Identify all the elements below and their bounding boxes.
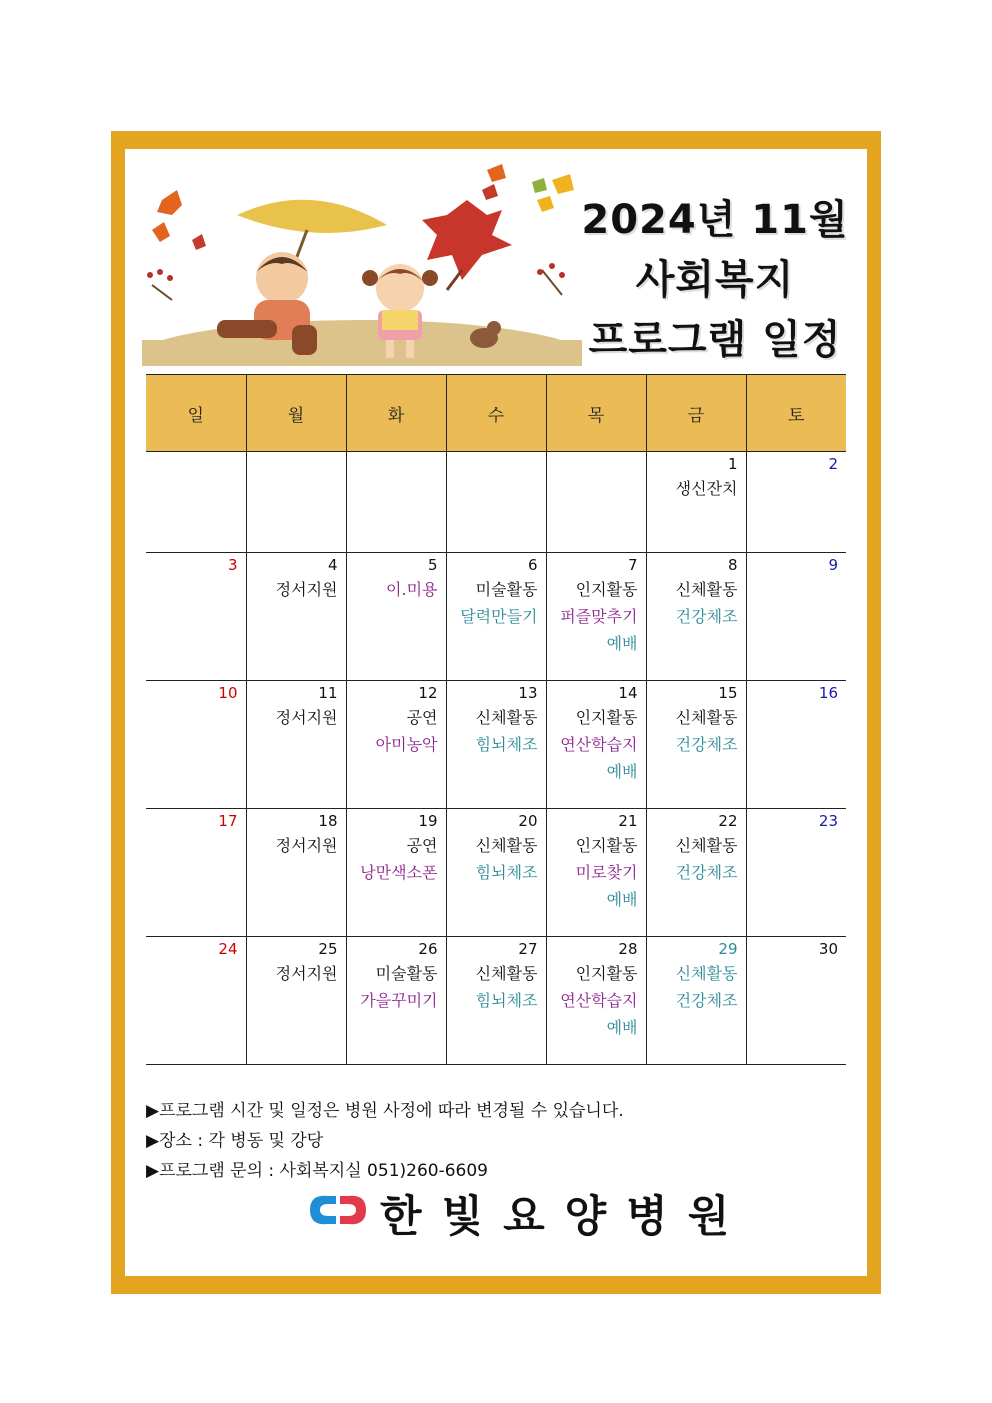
calendar-day-cell-fri <box>646 553 746 681</box>
calendar-day-cell-fri <box>646 452 746 553</box>
calendar-day-cell-sun <box>146 681 246 809</box>
calendar-day-cell-tue <box>346 809 446 937</box>
program-item: 신체활동 <box>475 836 538 855</box>
program-item: 신체활동 <box>675 580 738 599</box>
day-number: 12 <box>418 684 438 702</box>
program-item: 신체활동 <box>475 964 538 983</box>
weekday-mon: 월 <box>246 375 346 452</box>
day-number: 28 <box>618 940 638 958</box>
program-item: 달력만들기 <box>460 607 538 626</box>
day-number: 8 <box>727 556 738 574</box>
day-number: 11 <box>318 684 338 702</box>
calendar-day-cell-thu <box>546 809 646 937</box>
calendar-day-cell-mon <box>246 809 346 937</box>
calendar-day-cell-wed <box>446 937 546 1065</box>
weekday-fri: 금 <box>646 375 746 452</box>
day-number: 5 <box>427 556 438 574</box>
day-number: 14 <box>618 684 638 702</box>
weekday-thu: 목 <box>546 375 646 452</box>
calendar-day-cell-sat <box>746 681 846 809</box>
calendar-week-row <box>146 553 846 681</box>
program-item: 힘뇌체조 <box>475 735 538 754</box>
program-item: 예배 <box>606 1018 638 1037</box>
program-item: 힘뇌체조 <box>475 991 538 1010</box>
day-number: 18 <box>318 812 338 830</box>
hospital-name: 한빛요양병원 <box>380 1192 750 1242</box>
title-department: 사회복지 <box>635 257 795 303</box>
program-item: 낭만색소폰 <box>360 863 438 882</box>
program-item: 신체활동 <box>475 708 538 727</box>
day-number: 20 <box>518 812 538 830</box>
program-item: 공연 <box>406 708 438 727</box>
calendar-day-cell-mon <box>246 681 346 809</box>
calendar-day-cell-tue <box>346 452 446 553</box>
weekday-wed: 수 <box>446 375 546 452</box>
day-number: 17 <box>218 812 238 830</box>
program-item: 이.미용 <box>386 580 438 599</box>
day-number: 19 <box>418 812 438 830</box>
day-number: 26 <box>418 940 438 958</box>
program-item: 신체활동 <box>675 964 738 983</box>
day-number: 3 <box>227 556 238 574</box>
program-item: 건강체조 <box>675 607 738 626</box>
program-item: 예배 <box>606 762 638 781</box>
calendar-week-row <box>146 681 846 809</box>
program-item: 공연 <box>406 836 438 855</box>
day-number: 23 <box>818 812 838 830</box>
program-item: 인지활동 <box>575 580 638 599</box>
day-number: 6 <box>527 556 538 574</box>
day-number: 13 <box>518 684 538 702</box>
calendar-day-cell-sat <box>746 553 846 681</box>
calendar-day-cell-tue <box>346 681 446 809</box>
day-number: 27 <box>518 940 538 958</box>
program-item: 인지활동 <box>575 836 638 855</box>
program-item: 정서지원 <box>275 964 338 983</box>
program-item: 연산학습지 <box>560 735 638 754</box>
program-item: 미로찾기 <box>575 863 638 882</box>
note-contact: ▶프로그램 문의 : 사회복지실 051)260-6609 <box>146 1161 488 1181</box>
program-item: 건강체조 <box>675 863 738 882</box>
calendar-day-cell-sat <box>746 452 846 553</box>
calendar-week-row <box>146 809 846 937</box>
calendar-day-cell-tue <box>346 553 446 681</box>
program-item: 생신잔치 <box>675 479 738 498</box>
weekday-header-row <box>146 375 846 452</box>
program-item: 신체활동 <box>675 708 738 727</box>
program-item: 정서지원 <box>275 708 338 727</box>
day-number: 24 <box>218 940 238 958</box>
calendar-day-cell-sun <box>146 553 246 681</box>
day-number: 16 <box>818 684 838 702</box>
calendar-day-cell-wed <box>446 809 546 937</box>
calendar-day-cell-sun <box>146 452 246 553</box>
title-year-month: 2024년 11월 <box>581 197 849 243</box>
day-number: 15 <box>718 684 738 702</box>
title-program-schedule: 프로그램 일정 <box>588 317 842 363</box>
calendar-day-cell-sun <box>146 937 246 1065</box>
day-number: 21 <box>618 812 638 830</box>
calendar-day-cell-fri <box>646 937 746 1065</box>
calendar-day-cell-mon <box>246 452 346 553</box>
program-item: 건강체조 <box>675 991 738 1010</box>
day-number: 7 <box>627 556 638 574</box>
calendar-day-cell-fri <box>646 809 746 937</box>
calendar-day-cell-sat <box>746 937 846 1065</box>
day-number: 2 <box>828 455 838 473</box>
calendar-day-cell-sun <box>146 809 246 937</box>
weekday-tue: 화 <box>346 375 446 452</box>
day-number: 1 <box>727 455 738 473</box>
program-item: 힘뇌체조 <box>475 863 538 882</box>
calendar-day-cell-sat <box>746 809 846 937</box>
calendar-week-row <box>146 937 846 1065</box>
program-item: 연산학습지 <box>560 991 638 1010</box>
program-item: 퍼즐맞추기 <box>560 607 638 626</box>
calendar-day-cell-mon <box>246 937 346 1065</box>
day-number: 29 <box>718 940 738 958</box>
calendar-day-cell-wed <box>446 681 546 809</box>
weekday-sun: 일 <box>146 375 246 452</box>
calendar-day-cell-thu <box>546 937 646 1065</box>
note-location: ▶장소 : 각 병동 및 강당 <box>146 1131 324 1151</box>
day-number: 4 <box>327 556 338 574</box>
program-item: 정서지원 <box>275 836 338 855</box>
program-item: 아미농악 <box>375 735 438 754</box>
day-number: 10 <box>218 684 238 702</box>
notes <box>146 1096 624 1186</box>
day-number: 9 <box>828 556 838 574</box>
day-number: 25 <box>318 940 338 958</box>
program-item: 정서지원 <box>275 580 338 599</box>
program-item: 미술활동 <box>375 964 438 983</box>
program-item: 인지활동 <box>575 708 638 727</box>
autumn-kids-illustration <box>142 160 582 366</box>
calendar-day-cell-thu <box>546 452 646 553</box>
program-item: 건강체조 <box>675 735 738 754</box>
program-item: 예배 <box>606 634 638 653</box>
program-item: 예배 <box>606 890 638 909</box>
program-item: 미술활동 <box>475 580 538 599</box>
calendar-body <box>146 452 846 1065</box>
calendar-day-cell-thu <box>546 553 646 681</box>
calendar-day-cell-mon <box>246 553 346 681</box>
calendar-day-cell-wed <box>446 553 546 681</box>
day-number: 30 <box>818 940 838 958</box>
calendar-day-cell-fri <box>646 681 746 809</box>
program-item: 가을꾸미기 <box>360 991 438 1010</box>
program-item: 신체활동 <box>675 836 738 855</box>
hospital-logo-icon <box>306 1190 370 1230</box>
weekday-sat: 토 <box>746 375 846 452</box>
note-schedule-change: ▶프로그램 시간 및 일정은 병원 사정에 따라 변경될 수 있습니다. <box>146 1101 624 1121</box>
calendar-day-cell-wed <box>446 452 546 553</box>
calendar-table <box>146 374 846 1065</box>
program-item: 인지활동 <box>575 964 638 983</box>
calendar-day-cell-thu <box>546 681 646 809</box>
calendar-day-cell-tue <box>346 937 446 1065</box>
day-number: 22 <box>718 812 738 830</box>
calendar-week-row <box>146 452 846 553</box>
